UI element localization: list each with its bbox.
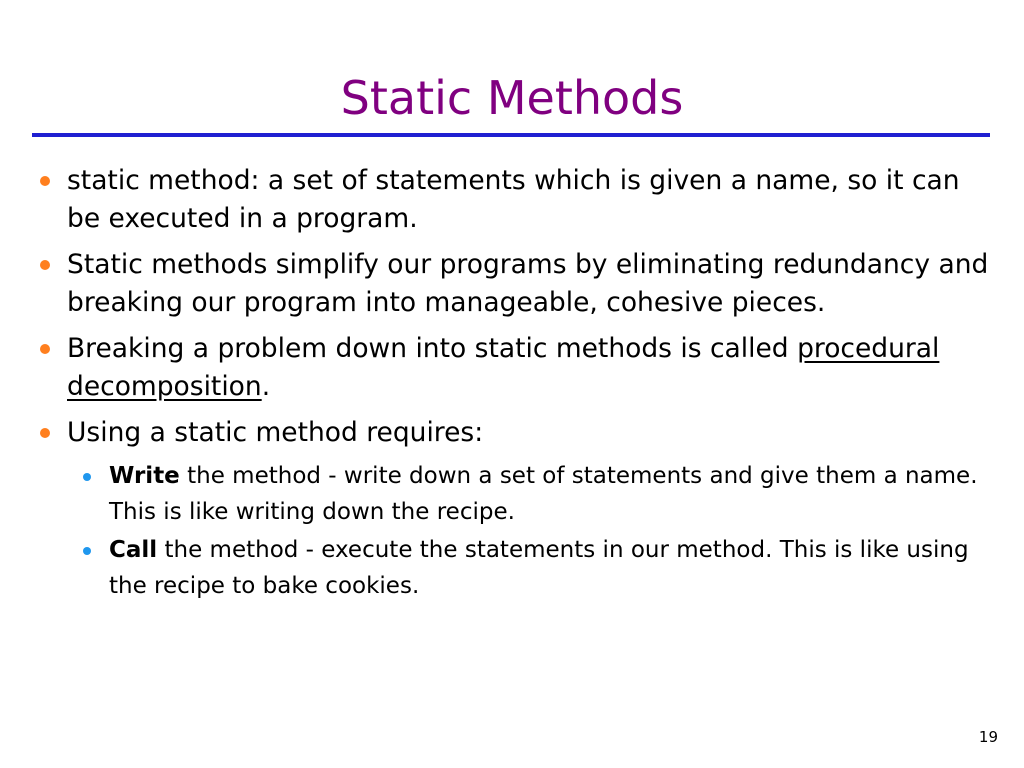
bullet-text: static method: a set of statements which is given a name, so it can be executed in a program. — [67, 165, 960, 234]
sub-bullet-item — [67, 532, 1002, 604]
bullet-item — [30, 246, 1000, 322]
bullet-list — [30, 162, 1000, 612]
bullet-dot-icon — [40, 260, 50, 270]
title-underline-rule — [32, 133, 990, 137]
bullet-text-end: . — [261, 371, 271, 402]
sub-bullet-dot-icon — [83, 547, 91, 555]
sub-bullet-item — [67, 458, 1002, 530]
bullet-item — [30, 414, 1000, 604]
bullet-dot-icon — [40, 344, 50, 354]
bullet-dot-icon — [40, 176, 50, 186]
page-number: 19 — [978, 728, 998, 746]
sub-bullet-text: the method - write down a set of statements and give them a name. This is like writing down the recipe. — [109, 463, 978, 525]
underlined-term: procedural decomposition — [67, 333, 940, 402]
bullet-item — [30, 162, 1000, 238]
bullet-item — [30, 330, 1000, 406]
sub-bullet-dot-icon — [83, 473, 91, 481]
sub-bullet-text: the method - execute the statements in our method. This is like using the recipe to bake cookies. — [109, 537, 969, 599]
bullet-dot-icon — [40, 428, 50, 438]
sub-bullet-list — [67, 458, 1002, 604]
bullet-text: Using a static method requires: — [67, 417, 484, 448]
keyword-write: Write — [109, 463, 180, 489]
slide-title: Static Methods — [340, 71, 684, 125]
bullet-text: Static methods simplify our programs by eliminating redundancy and breaking our program into manageable, cohesive pieces. — [67, 249, 989, 318]
bullet-text: Breaking a problem down into static methods is called — [67, 333, 798, 364]
keyword-call: Call — [109, 537, 158, 563]
